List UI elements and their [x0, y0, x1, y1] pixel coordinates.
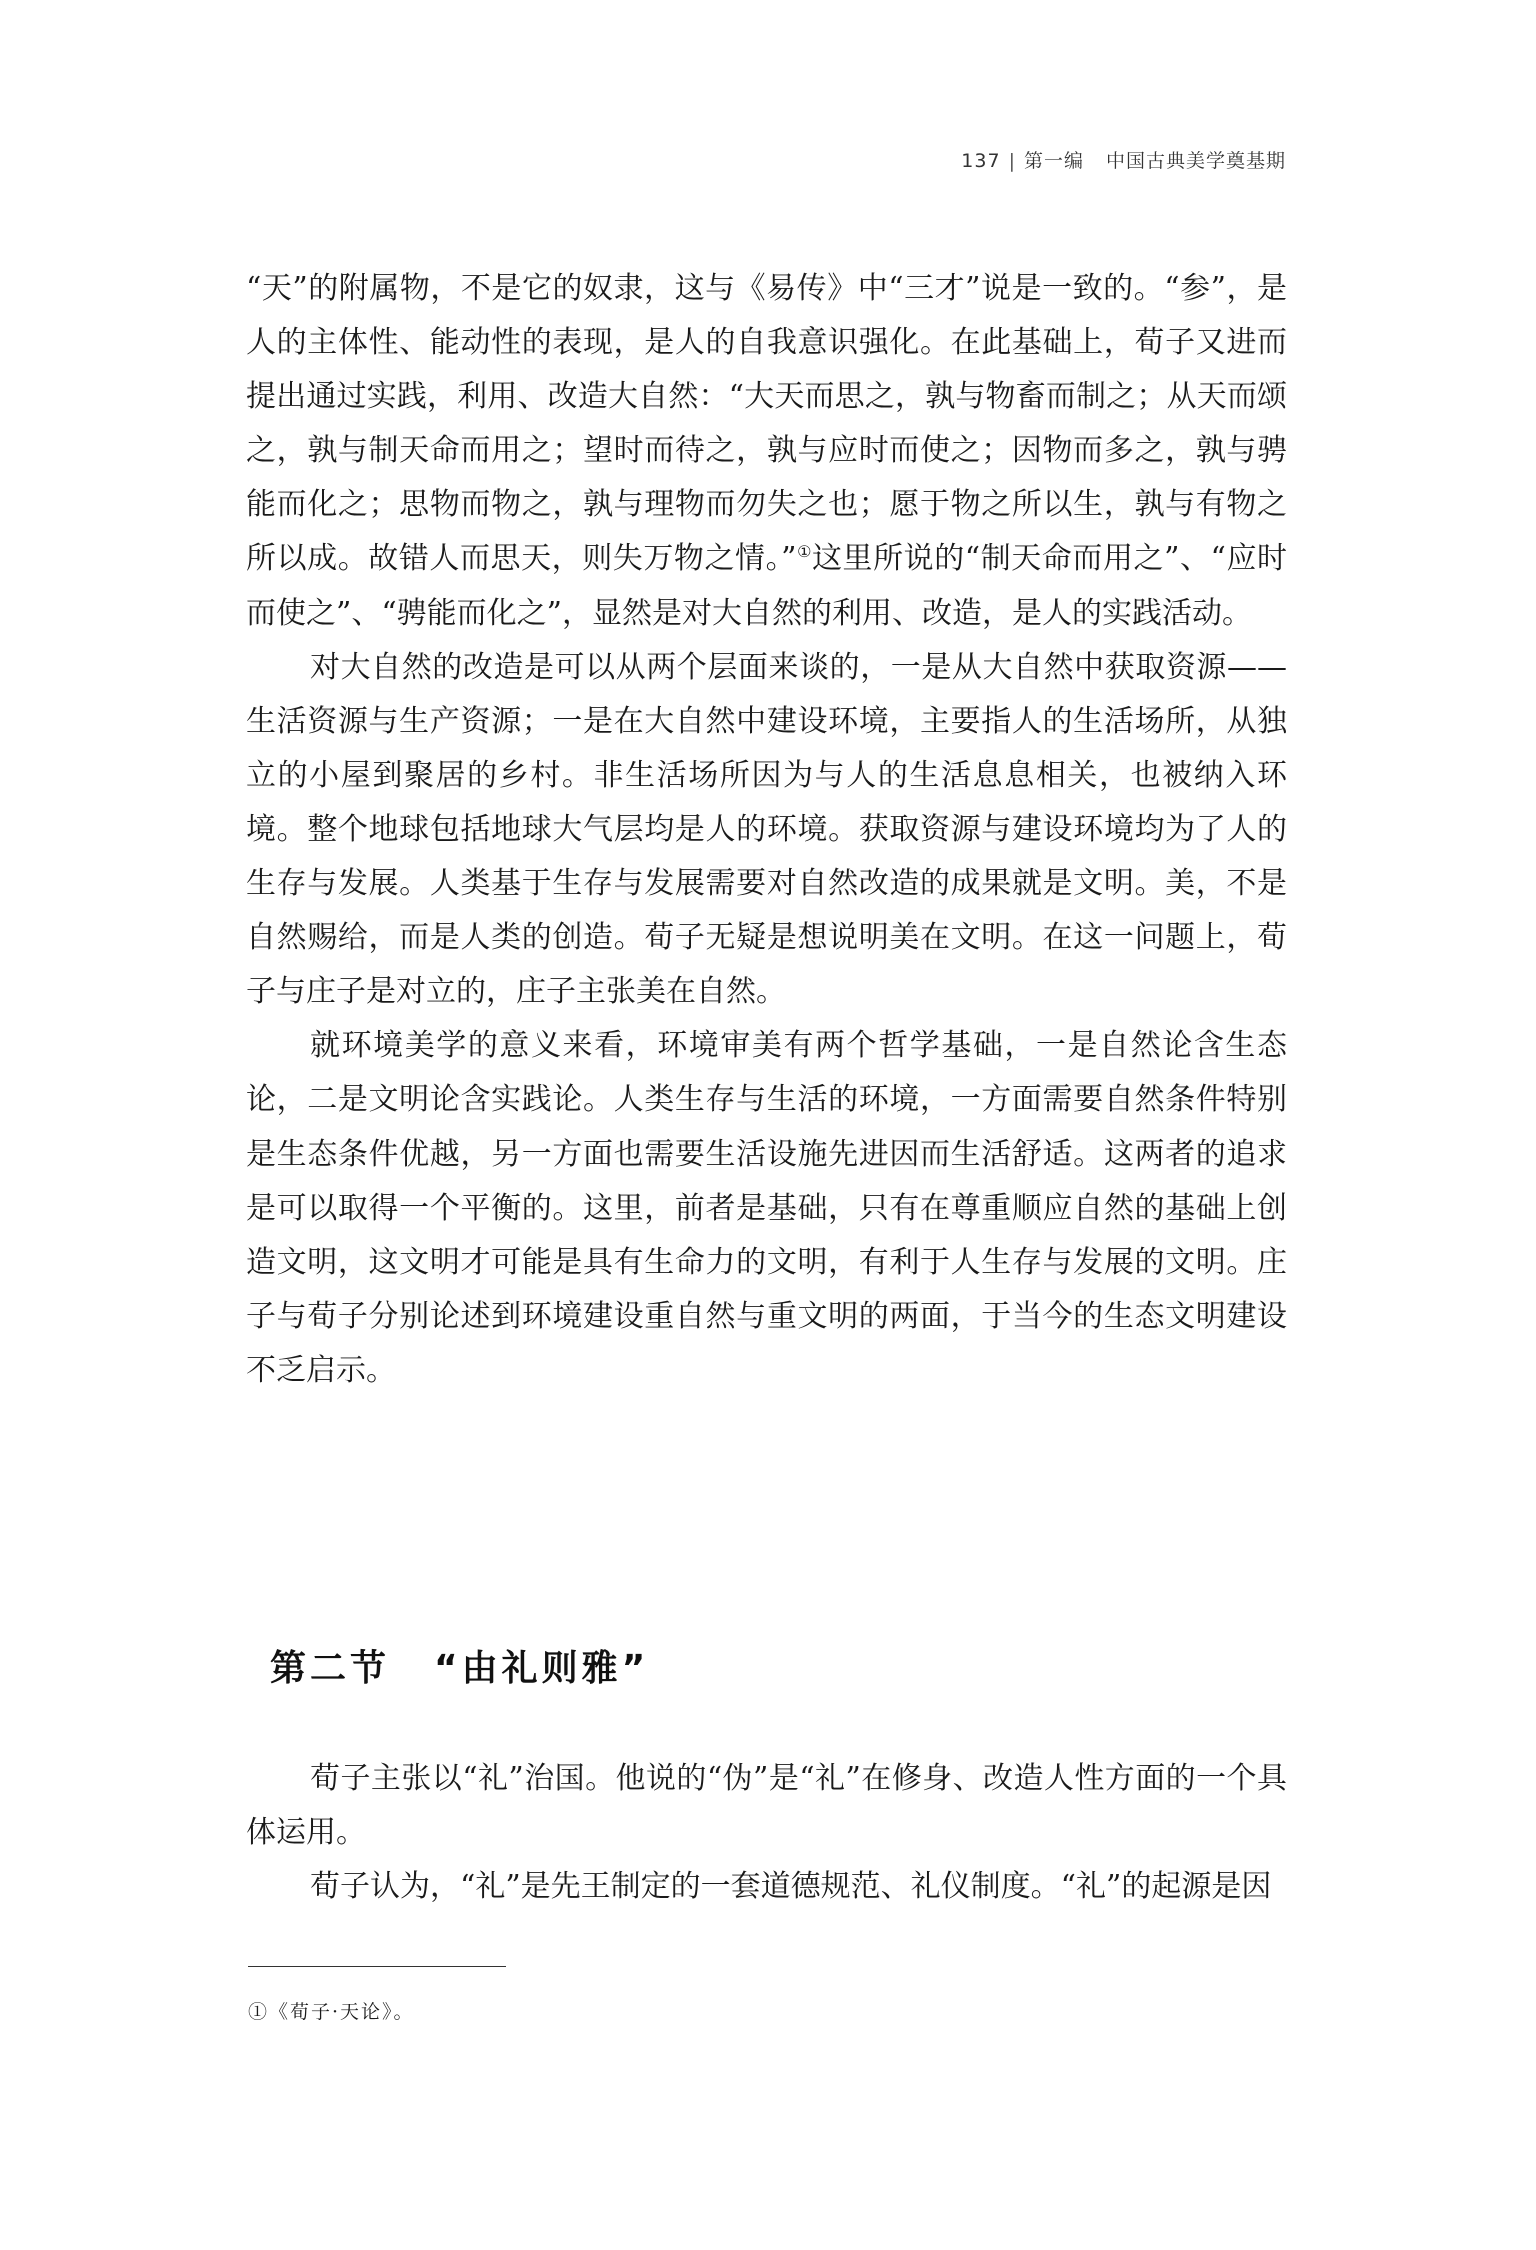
footnote: ①《荀子·天论》。: [248, 2001, 415, 2023]
section-paragraph-1: 荀子主张以“礼”治国。他说的“伪”是“礼”在修身、改造人性方面的一个具体运用。: [246, 1761, 1287, 1851]
page-number: 137: [961, 150, 1001, 172]
paragraph-2: 对大自然的改造是可以从两个层面来谈的，一是从大自然中获取资源——生活资源与生产资源；一是在大自然中建设环境，主要指人的生活场所，从独立的小屋到聚居的乡村。非生活场所因为与人的生活息息相关，也被纳入环境。整个地球包括地球大气层均是人的环境。获取资源与建设环境均为了人的生存与发展。人类基于生存与发展需要对自然改造的成果就是文明。美，不是自然赐给，而是人类的创造。荀子无疑是想说明美在文明。在这一问题上，荀子与庄子是对立的，庄子主张美在自然。: [246, 649, 1287, 1010]
footnote-reference: ①: [796, 542, 812, 562]
part-label: 第一编: [1023, 150, 1084, 172]
main-text: [246, 262, 1287, 1398]
section-heading: [270, 1640, 649, 1691]
footnote-divider: [248, 1966, 506, 1967]
running-head: [961, 146, 1286, 173]
paragraph-1: [246, 262, 1287, 641]
section-title: “由礼则雅”: [434, 1648, 650, 1689]
section-text: [246, 1752, 1287, 1914]
chapter-title: 中国古典美学奠基期: [1105, 150, 1286, 172]
paragraph-text: “天”的附属物，不是它的奴隶，这与《易传》中“三才”说是一致的。“参”，是人的主体性、能动性的表现，是人的自我意识强化。在此基础上，荀子又进而提出通过实践，利用、改造大自然：“大天而思之，孰与物畜而制之；从天而颂之，孰与制天命而用之；望时而待之，孰与应时而使之；因物而多之，孰与骋能而化之；思物而物之，孰与理物而勿失之也；愿于物之所以生，孰与有物之所以成。故错人而思天，则失万物之情。”: [246, 271, 1287, 577]
section-paragraph-2: 荀子认为，“礼”是先王制定的一套道德规范、礼仪制度。“礼”的起源是因: [310, 1869, 1272, 1905]
paragraph-3: 就环境美学的意义来看，环境审美有两个哲学基础，一是自然论含生态论，二是文明论含实践论。人类生存与生活的环境，一方面需要自然条件特别是生态条件优越，另一方面也需要生活设施先进因而生活舒适。这两者的追求是可以取得一个平衡的。这里，前者是基础，只有在尊重顺应自然的基础上创造文明，这文明才可能是具有生命力的文明，有利于人生存与发展的文明。庄子与荀子分别论述到环境建设重自然与重文明的两面，于当今的生态文明建设不乏启示。: [246, 1028, 1287, 1388]
header-separator: |: [1008, 150, 1016, 172]
paragraph-text-continued: 这里所说的“制天命而用之”、“应时而使之”、“骋能而化之”，显然是对大自然的利用、改造，是人的实践活动。: [246, 541, 1288, 631]
section-number: 第二节: [270, 1648, 391, 1689]
